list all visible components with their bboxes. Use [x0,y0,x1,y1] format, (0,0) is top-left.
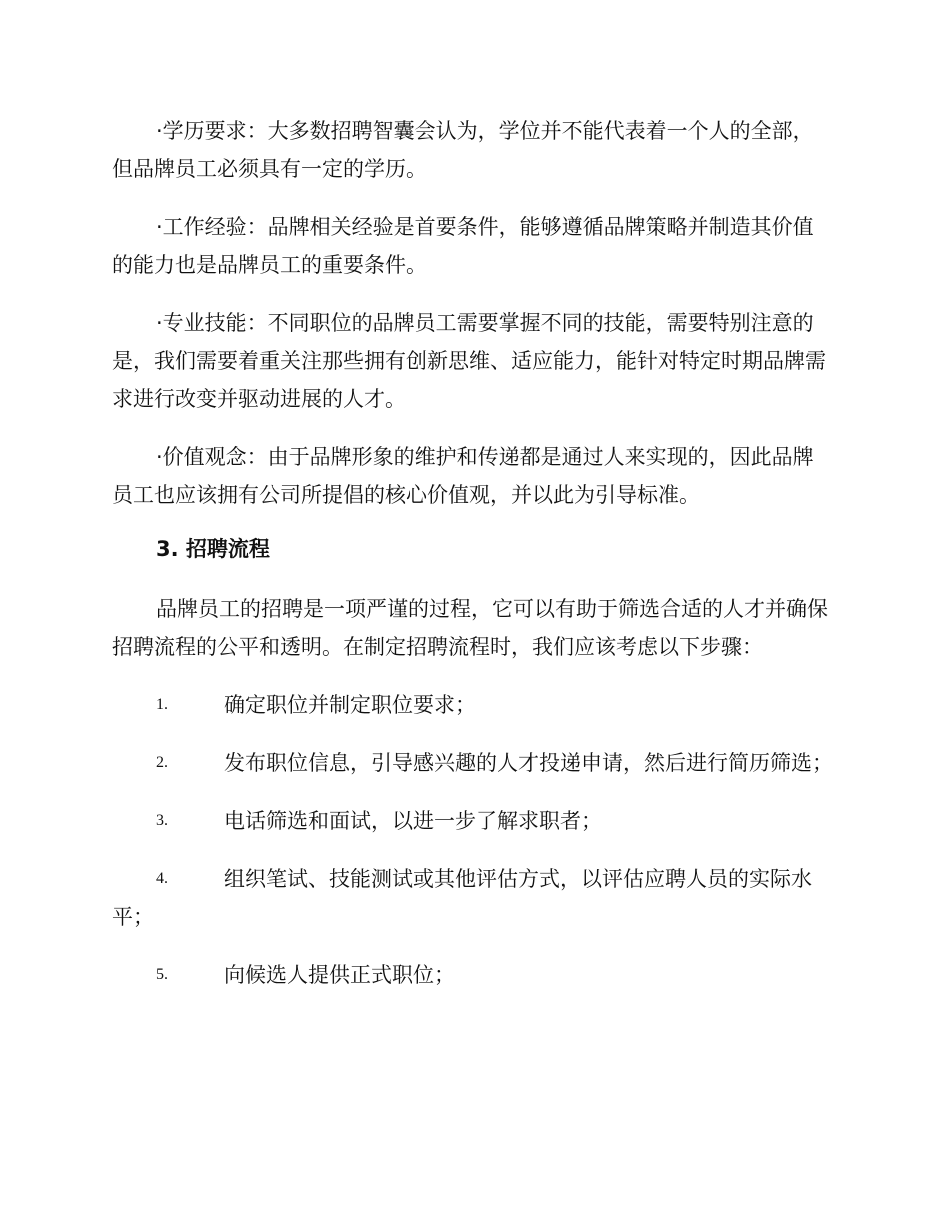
bullet-education: ·学历要求：大多数招聘智囊会认为，学位并不能代表着一个人的全部，但品牌员工必须具有一定的学历。 [112,119,814,181]
list-item [112,802,834,840]
list-item-text: 确定职位并制定职位要求； [224,693,476,717]
list-item-text: 发布职位信息，引导感兴趣的人才投递申请，然后进行简历筛选； [224,751,833,775]
list-item [112,956,834,994]
bullet-experience: ·工作经验：品牌相关经验是首要条件，能够遵循品牌策略并制造其价值的能力也是品牌员工的重要条件。 [112,215,814,277]
list-item-text: 向候选人提供正式职位； [224,963,455,987]
list-item-text: 电话筛选和面试，以进一步了解求职者； [224,809,602,833]
section-heading: 3. 招聘流程 [156,537,270,561]
bullet-values: ·价值观念：由于品牌形象的维护和传递都是通过人来实现的，因此品牌员工也应该拥有公司所提倡的核心价值观，并以此为引导标准。 [112,445,814,507]
list-item [112,686,834,724]
bullet-skills: ·专业技能：不同职位的品牌员工需要掌握不同的技能，需要特别注意的是，我们需要着重关注那些拥有创新思维、适应能力，能针对特定时期品牌需求进行改变并驱动进展的人才。 [112,311,826,411]
list-item-number: 4. [156,870,168,887]
list-item-text: 组织笔试、技能测试或其他评估方式，以评估应聘人员的实际水平； [112,867,812,929]
list-item-number: 2. [156,754,168,771]
list-item-number: 3. [156,812,168,829]
list-item-number: 1. [156,696,168,713]
list-item [112,744,834,782]
document-page [112,112,834,1014]
list-item-number: 5. [156,966,168,983]
section-intro: 品牌员工的招聘是一项严谨的过程，它可以有助于筛选合适的人才并确保招聘流程的公平和透明。在制定招聘流程时，我们应该考虑以下步骤： [112,597,828,659]
list-item [112,860,834,936]
